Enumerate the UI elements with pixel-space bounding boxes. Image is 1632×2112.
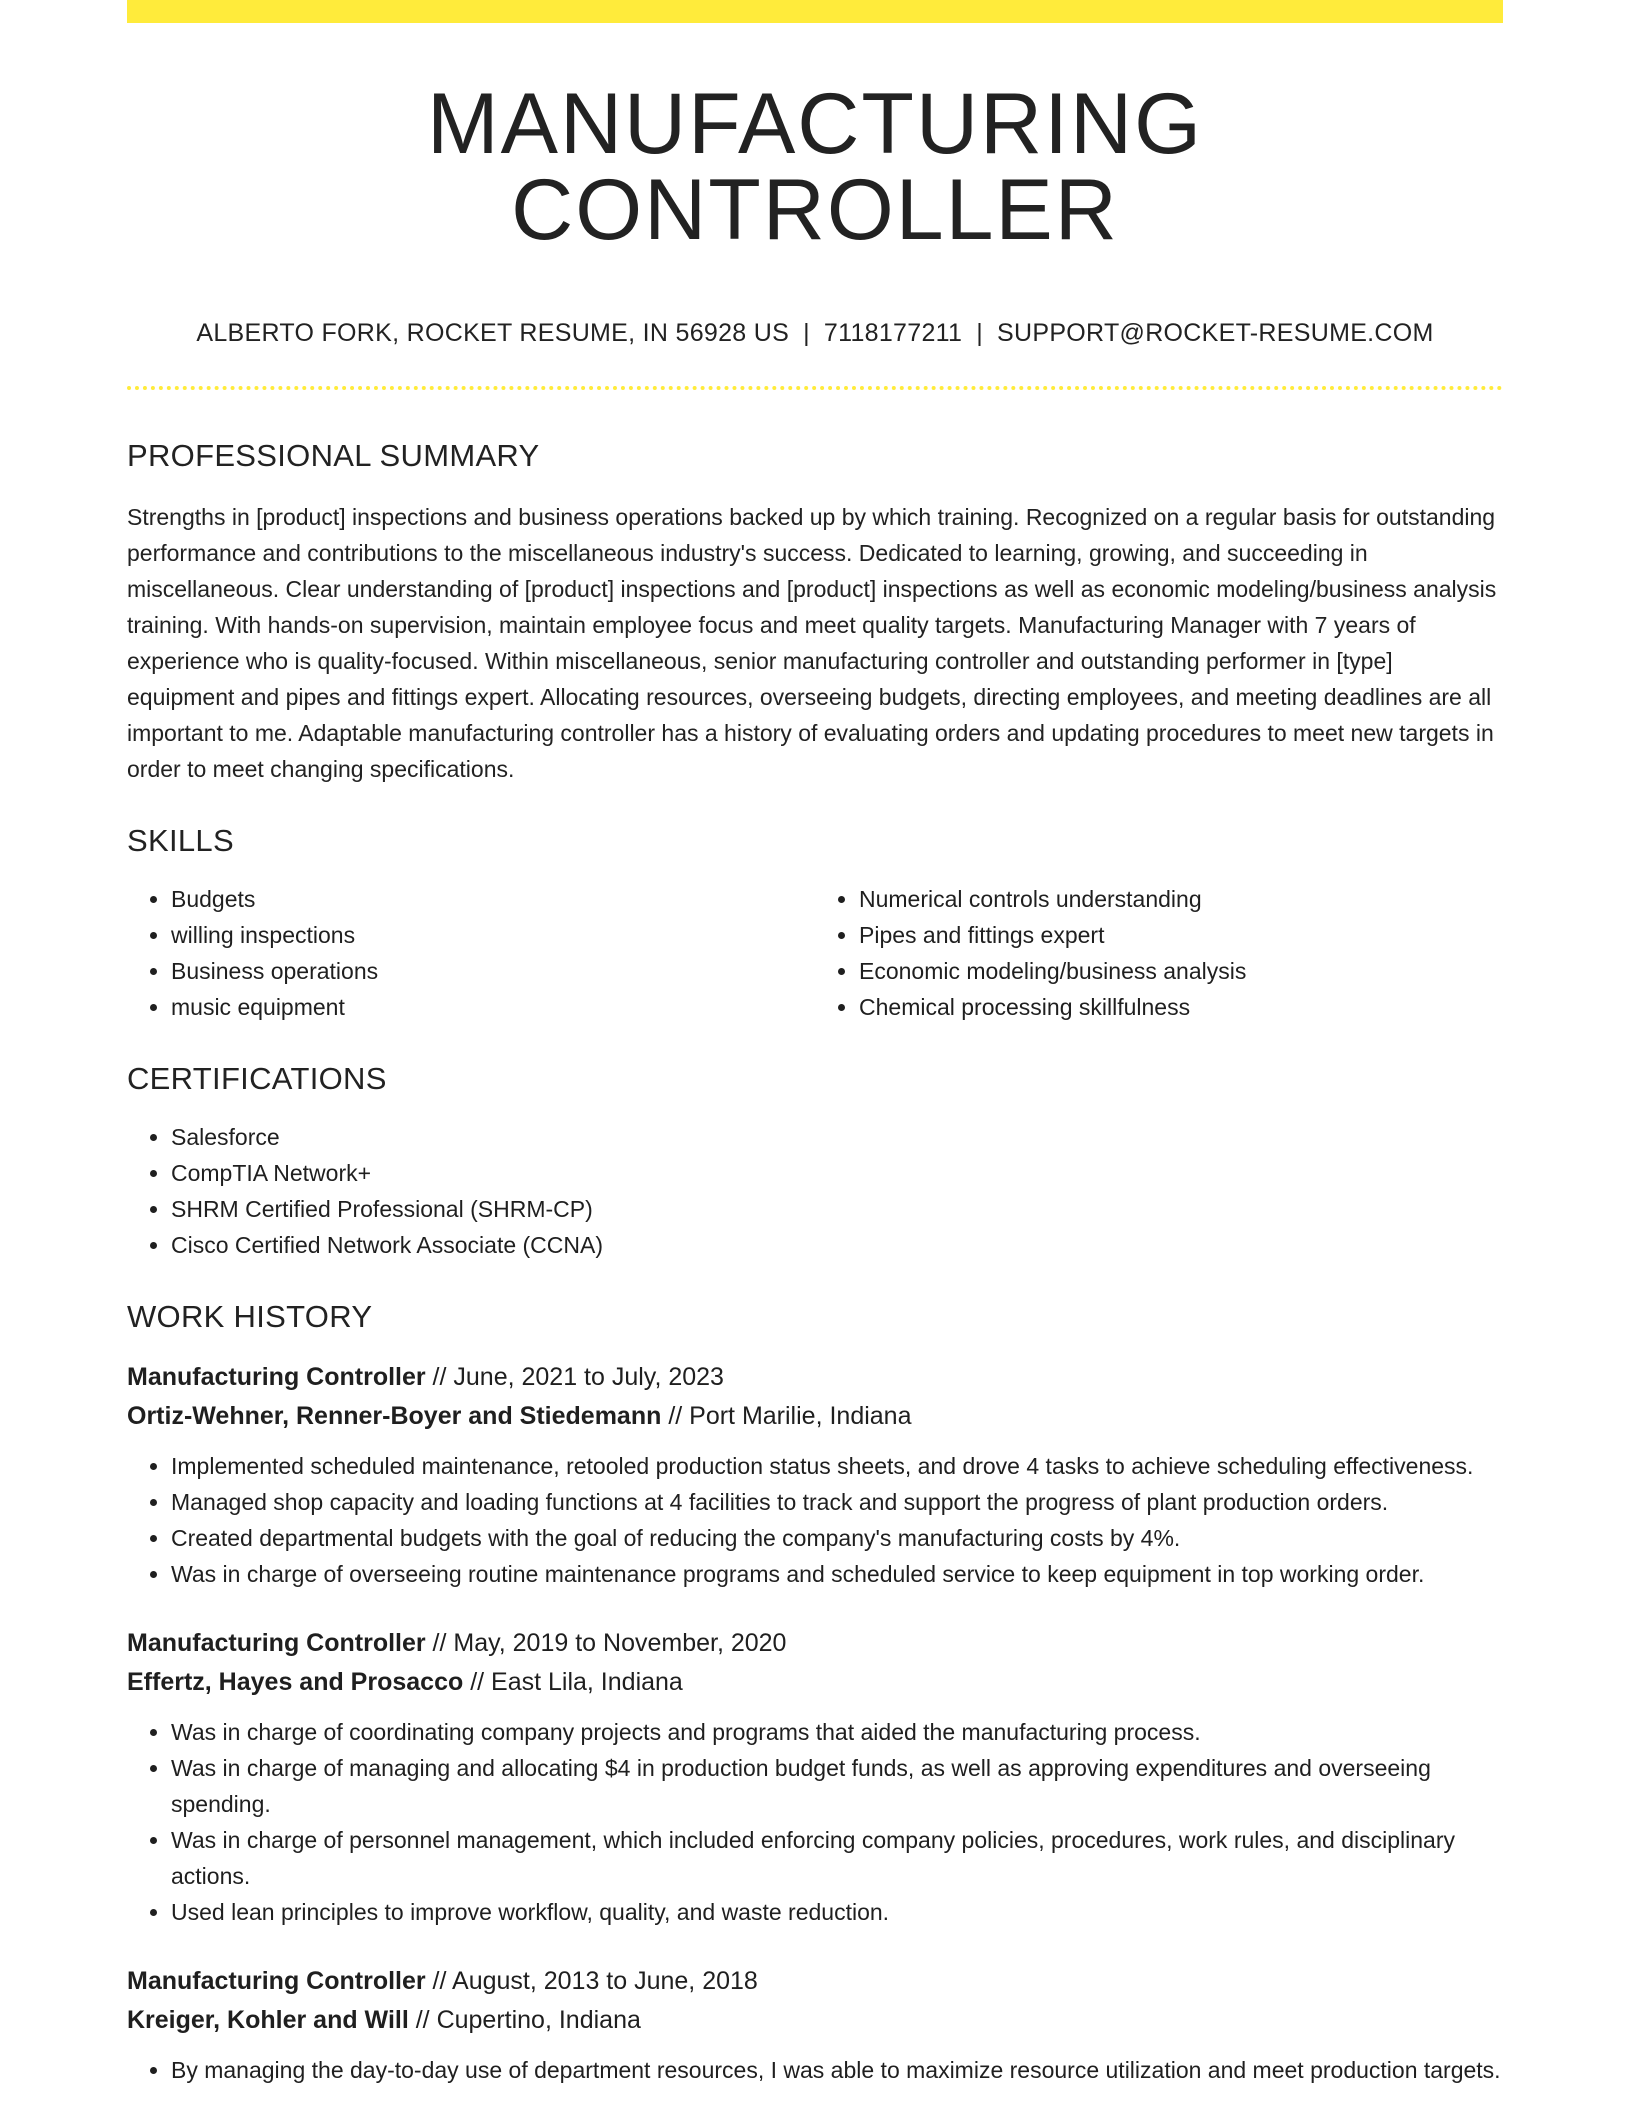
skill-item: • Pipes and fittings expert — [859, 917, 1503, 953]
job-company-line — [127, 2001, 1503, 2040]
resume-title: MANUFACTURING CONTROLLER — [426, 76, 1204, 258]
summary-text: Strengths in [product] inspections and business operations backed up by which training. Recognized on a regular basis for outstanding performance and contributions to the miscellaneous industry's success. Dedicated to learning, growing, and succeeding in miscellaneous. Clear understanding of [product] inspections and [product] inspections as well as economic modeling/business analysis training. With hands-on supervision, maintain employee focus and meet quality targets. Manufacturing Manager with 7 years of experience who is quality-focused. Within miscellaneous, senior manufacturing controller and outstanding performer in [type] equipment and pipes and fittings expert. Allocating resources, overseeing budgets, directing employees, and meeting deadlines are all important to me. Adaptable manufacturing controller has a history of evaluating orders and updating procedures to meet new targets in order to meet changing specifications. — [127, 504, 1497, 782]
job-bullets — [127, 2052, 1503, 2088]
job-title-line — [127, 1624, 1503, 1663]
job-entry — [127, 1624, 1503, 1930]
skill-item: • Chemical processing skillfulness — [859, 989, 1503, 1025]
skill-item: • Budgets — [171, 881, 815, 917]
skill-item: • Business operations — [171, 953, 815, 989]
job-dates: // August, 2013 to June, 2018 — [425, 1967, 758, 1995]
skill-item: • Economic modeling/business analysis — [859, 953, 1503, 989]
skill-item: • Numerical controls understanding — [859, 881, 1503, 917]
job-bullet: • By managing the day-to-day use of department resources, I was able to maximize resource utilization and meet production targets. — [171, 2052, 1503, 2088]
skill-item: • music equipment — [171, 989, 815, 1025]
contact-phone: 7118177211 — [823, 319, 963, 347]
job-bullet: • Was in charge of overseeing routine maintenance programs and scheduled service to keep equipment in top working order. — [171, 1556, 1503, 1592]
job-bullets — [127, 1714, 1503, 1930]
certifications-list — [127, 1119, 1503, 1263]
job-company: Kreiger, Kohler and Will — [127, 2006, 409, 2034]
job-location: // East Lila, Indiana — [463, 1668, 683, 1696]
job-title-line — [127, 1962, 1503, 2001]
certification-item: • CompTIA Network+ — [171, 1155, 1503, 1191]
job-bullets — [127, 1448, 1503, 1592]
job-company: Effertz, Hayes and Prosacco — [127, 1668, 464, 1696]
job-title: Manufacturing Controller — [127, 1967, 426, 1995]
job-bullet: • Was in charge of coordinating company projects and programs that aided the manufacturing process. — [171, 1714, 1503, 1750]
contact-address: ALBERTO FORK, ROCKET RESUME, IN 56928 US — [196, 319, 790, 347]
job-company: Ortiz-Wehner, Renner-Boyer and Stiedemann — [127, 1402, 662, 1430]
job-title: Manufacturing Controller — [127, 1363, 426, 1391]
job-company-line — [127, 1663, 1503, 1702]
job-dates: // June, 2021 to July, 2023 — [425, 1363, 724, 1391]
accent-top-bar — [127, 0, 1503, 23]
job-location: // Port Marilie, Indiana — [661, 1402, 912, 1430]
job-bullet: • Used lean principles to improve workflow, quality, and waste reduction. — [171, 1894, 1503, 1930]
job-title: Manufacturing Controller — [127, 1629, 426, 1657]
contact-separator: | — [976, 319, 984, 347]
job-dates: // May, 2019 to November, 2020 — [425, 1629, 787, 1657]
skills-columns — [127, 881, 1503, 1025]
job-location: // Cupertino, Indiana — [408, 2006, 641, 2034]
certifications-heading: CERTIFICATIONS — [127, 1061, 387, 1096]
skills-heading: SKILLS — [127, 823, 234, 858]
certification-item: • Cisco Certified Network Associate (CCNA) — [171, 1227, 1503, 1263]
contact-line — [127, 319, 1503, 348]
contact-separator: | — [803, 319, 810, 347]
job-bullet: • Implemented scheduled maintenance, retooled production status sheets, and drove 4 tasks to achieve scheduling effectiveness. — [171, 1448, 1503, 1484]
job-entry — [127, 1358, 1503, 1592]
skill-item: • willing inspections — [171, 917, 815, 953]
resume-page — [127, 0, 1503, 2088]
job-bullet: • Was in charge of managing and allocating $4 in production budget funds, as well as approving expenditures and overseeing spending. — [171, 1750, 1503, 1822]
dotted-divider — [127, 386, 1503, 390]
job-company-line — [127, 1397, 1503, 1436]
job-title-line — [127, 1358, 1503, 1397]
work-history-heading: WORK HISTORY — [127, 1299, 373, 1334]
skills-list-right — [815, 881, 1503, 1025]
job-bullet: • Created departmental budgets with the goal of reducing the company's manufacturing costs by 4%. — [171, 1520, 1503, 1556]
contact-email: SUPPORT@ROCKET-RESUME.COM — [997, 319, 1434, 347]
skills-list-left — [127, 881, 815, 1025]
certification-item: • Salesforce — [171, 1119, 1503, 1155]
job-entry — [127, 1962, 1503, 2088]
summary-heading: PROFESSIONAL SUMMARY — [127, 438, 540, 473]
certification-item: • SHRM Certified Professional (SHRM-CP) — [171, 1191, 1503, 1227]
job-bullet: • Managed shop capacity and loading functions at 4 facilities to track and support the progress of plant production orders. — [171, 1484, 1503, 1520]
job-bullet: • Was in charge of personnel management, which included enforcing company policies, procedures, work rules, and disciplinary actions. — [171, 1822, 1503, 1894]
